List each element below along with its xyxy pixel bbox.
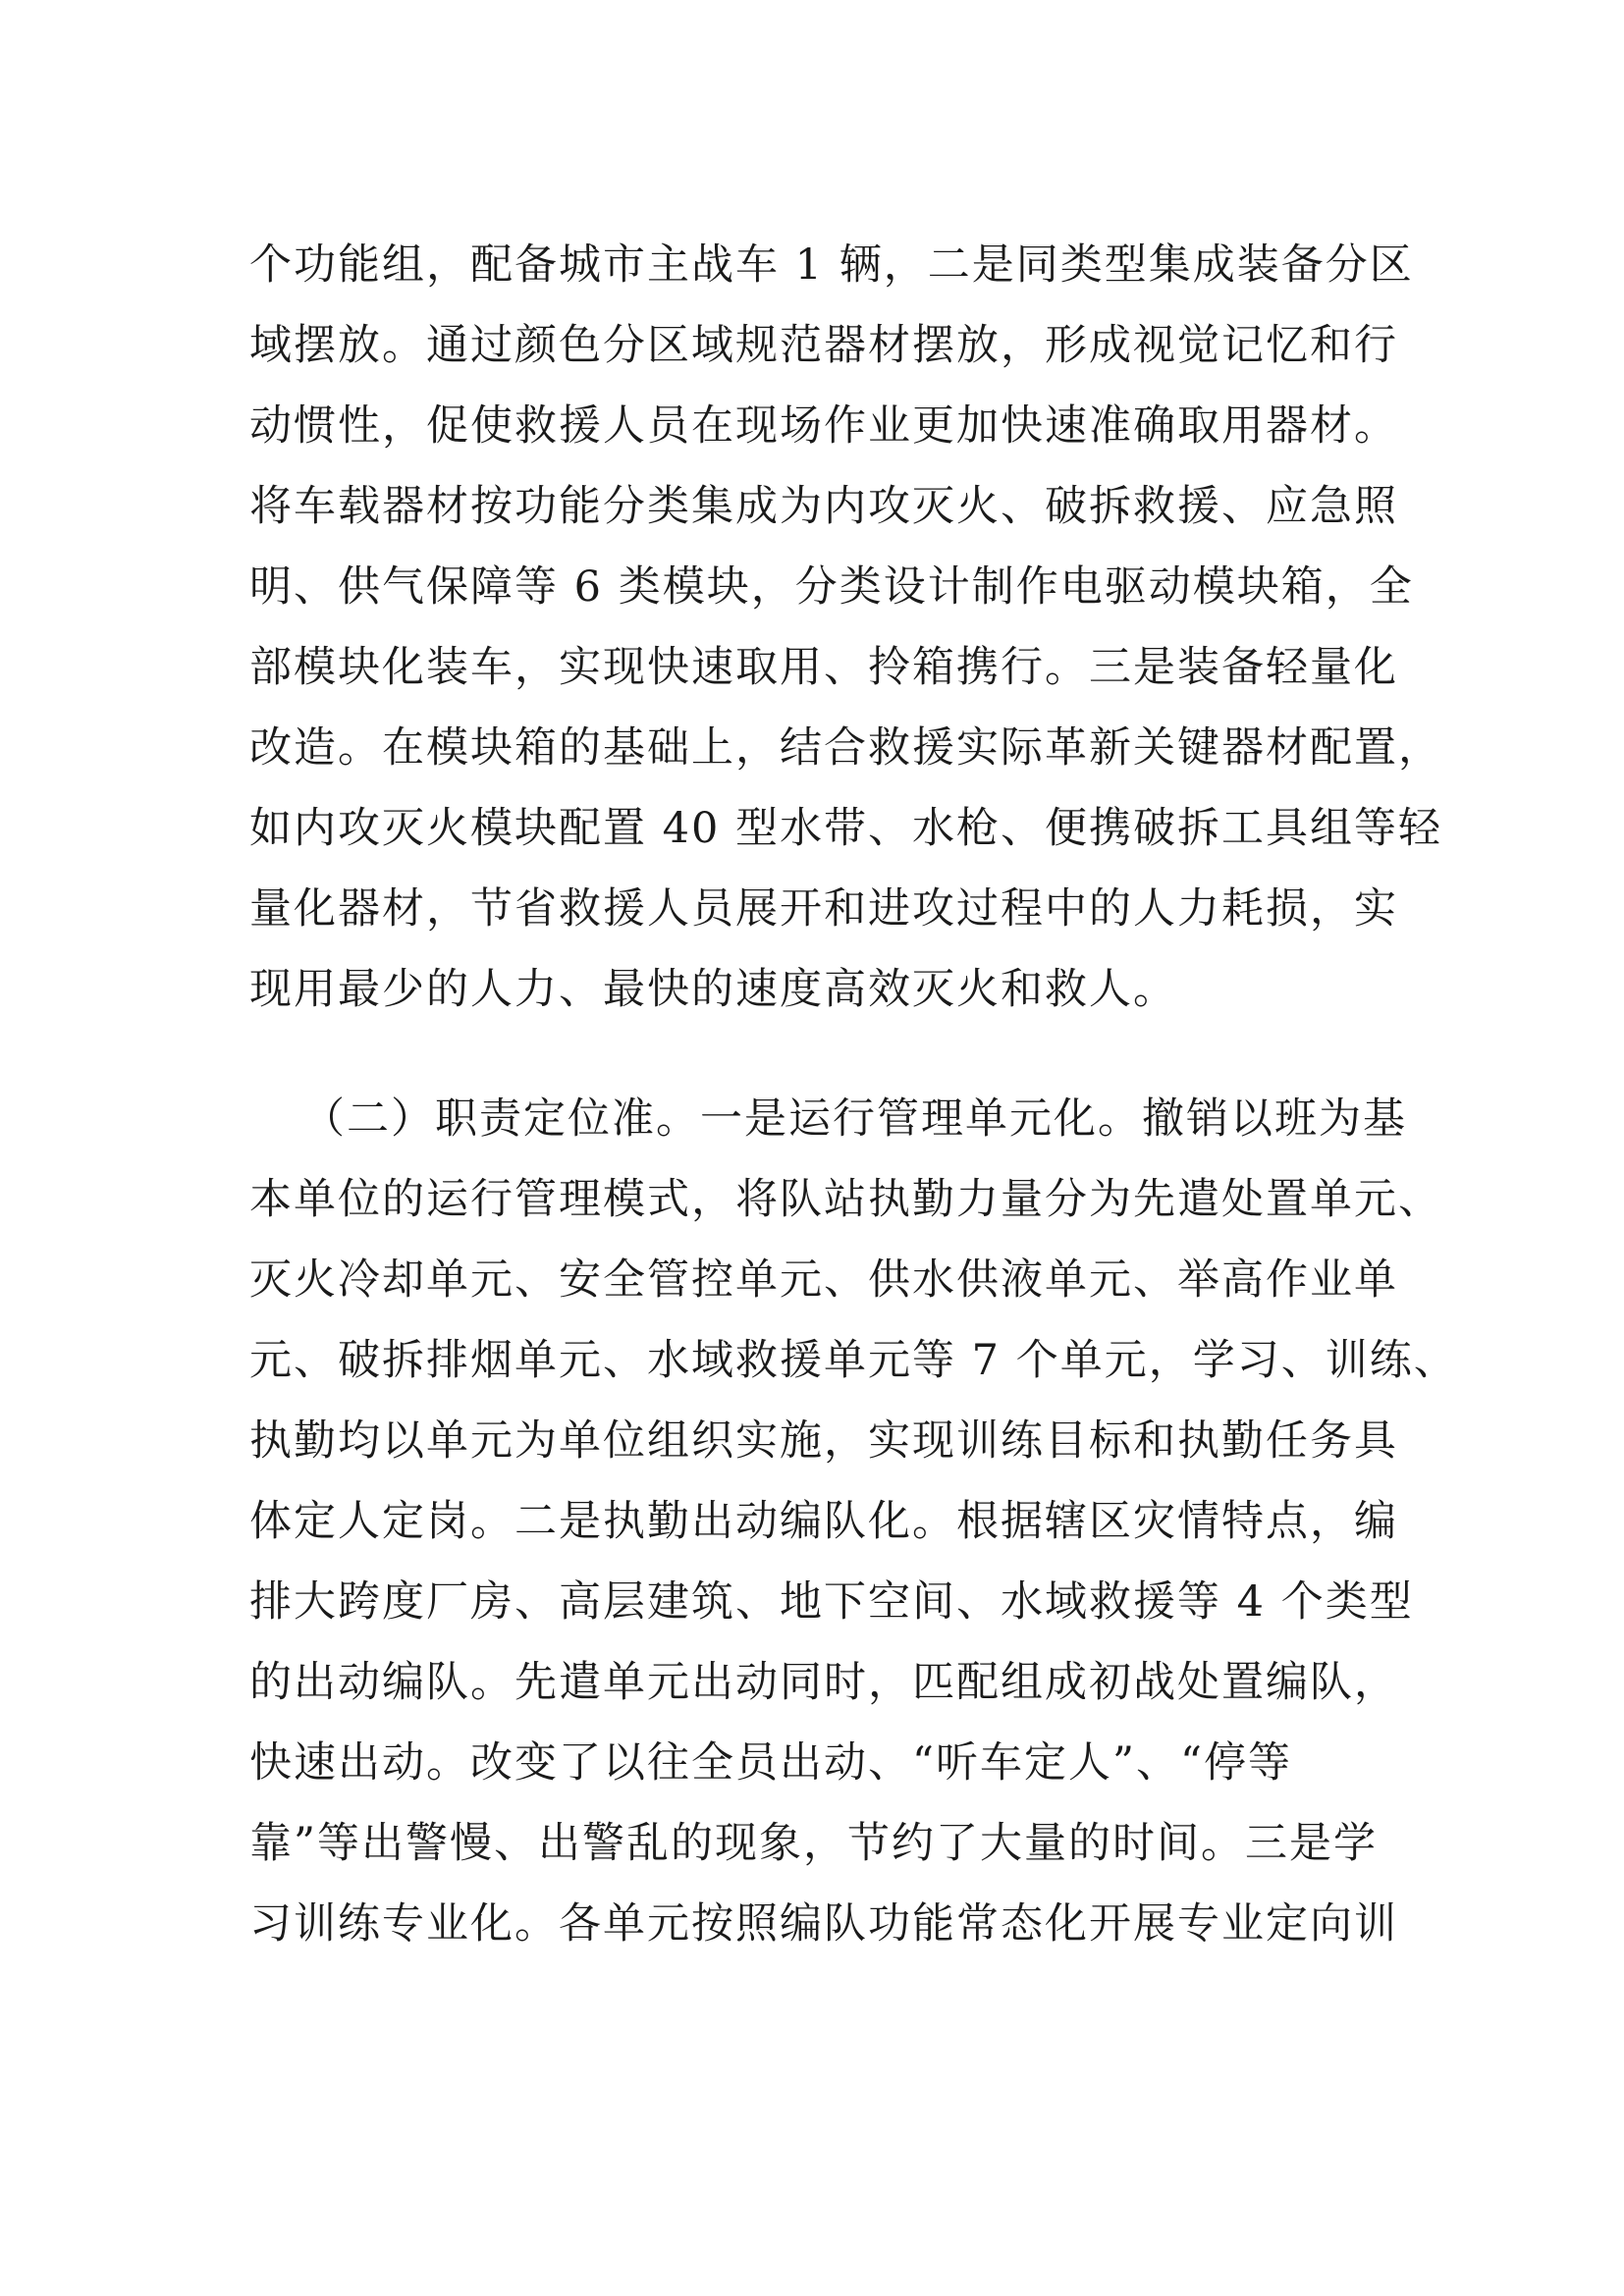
text-line: （二）职责定位准。一是运行管理单元化。撤销以班为基 [302,1095,1407,1144]
text-line: 体定人定岗。二是执勤出动编队化。根据辖区灾情特点，编 [249,1497,1398,1546]
text-line: 量化器材，节省救援人员展开和进攻过程中的人力耗损，实 [249,884,1398,934]
text-line: 执勤均以单元为单位组织实施，实现训练目标和执勤任务具 [249,1416,1398,1466]
text-line: 将车载器材按功能分类集成为内攻灭火、破拆救援、应急照 [249,482,1398,531]
text-line: 排大跨度厂房、高层建筑、地下空间、水域救援等 4 个类型 [249,1577,1414,1627]
text-line: 本单位的运行管理模式，将队站执勤力量分为先遣处置单元、 [249,1175,1442,1224]
text-line: 习训练专业化。各单元按照编队功能常态化开展专业定向训 [249,1899,1398,1949]
text-line: 域摆放。通过颜色分区域规范器材摆放，形成视觉记忆和行 [249,321,1398,370]
text-line: 的出动编队。先遣单元出动同时，匹配组成初战处置编队， [249,1658,1398,1707]
text-line: 部模块化装车，实现快速取用、拎箱携行。三是装备轻量化 [249,643,1398,692]
text-line: 现用最少的人力、最快的速度高效灭火和救人。 [249,965,1177,1014]
text-line: 如内攻灭火模块配置 40 型水带、水枪、便携破拆工具组等轻 [249,804,1443,853]
text-line: 改造。在模块箱的基础上，结合救援实际革新关键器材配置， [249,723,1442,773]
text-line: 动惯性，促使救援人员在现场作业更加快速准确取用器材。 [249,401,1398,451]
text-line: 灭火冷却单元、安全管控单元、供水供液单元、举高作业单 [249,1255,1398,1305]
text-line: 明、供气保障等 6 类模块，分类设计制作电驱动模块箱，全 [249,562,1414,612]
text-line: 个功能组，配备城市主战车 1 辆，二是同类型集成装备分区 [249,240,1414,290]
text-line: 快速出动。改变了以往全员出动、“听车定人”、“停等 [249,1738,1292,1788]
text-line: 元、破拆排烟单元、水域救援单元等 7 个单元，学习、训练、 [249,1336,1458,1385]
text-line: 靠”等出警慢、出警乱的现象，节约了大量的时间。三是学 [249,1819,1378,1868]
